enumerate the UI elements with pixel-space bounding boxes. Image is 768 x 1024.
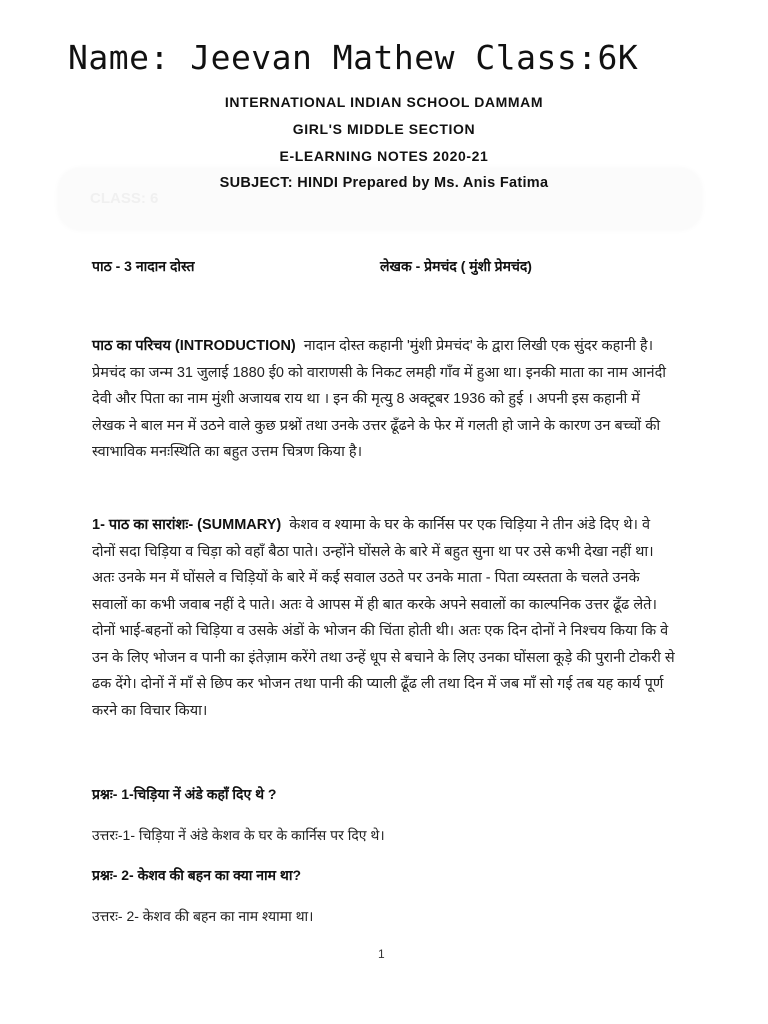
student-name-class: Name: Jeevan Mathew Class:6K: [68, 38, 639, 77]
summary-heading: 1- पाठ का सारांशः- (SUMMARY): [92, 517, 282, 533]
document-header: [0, 92, 768, 200]
lesson-author: लेखक - प्रेमचंद ( मुंशी प्रेमचंद): [380, 258, 532, 274]
page-number: 1: [378, 947, 385, 961]
school-name: INTERNATIONAL INDIAN SCHOOL DAMMAM: [224, 94, 544, 110]
summary-paragraph: [92, 512, 676, 724]
answer-2: उत्तरः- 2- केशव की बहन का नाम श्यामा था।: [92, 908, 314, 924]
notes-title: E-LEARNING NOTES 2020-21: [279, 148, 489, 164]
answer-1: उत्तरः-1- चिड़िया नें अंडे केशव के घर के कार्निस पर दिए थे।: [92, 827, 385, 843]
introduction-paragraph: [92, 333, 676, 466]
question-2: प्रश्नः- 2- केशव की बहन का क्या नाम था?: [92, 867, 302, 883]
subject-line: SUBJECT: HINDI Prepared by Ms. Anis Fatima: [219, 175, 549, 191]
section-name: GIRL'S MIDDLE SECTION: [292, 121, 476, 137]
question-1: प्रश्नः- 1-चिड़िया नें अंडे कहाँ दिए थे ?: [92, 786, 277, 802]
faded-class-label: CLASS: 6: [90, 190, 159, 207]
introduction-text: नादान दोस्त कहानी 'मुंशी प्रेमचंद' के द्वारा लिखी एक सुंदर कहानी है। प्रेमचंद का जन्म 31 जुलाई 1880 ई0 को वाराणसी के निकट लमही गाँव में हुआ था। इनकी माता का नाम आनंदी देवी और पिता का नाम मुंशी अजायब राय था । इन की मृत्यु 8 अक्टूबर 1936 को हुई । अपनी इस कहानी में लेखक ने बाल मन में उठने वाले कुछ प्रश्नों तथा उनके उत्तर ढूँढने के फेर में गलती हो जाने के कारण उन बच्चों की स्वाभाविक मनःस्थिति का बहुत उत्तम चित्रण किया है।: [92, 338, 667, 460]
summary-text: केशव व श्यामा के घर के कार्निस पर एक चिड़िया ने तीन अंडे दिए थे। वे दोनों सदा चिड़िया व चिड़ा को वहाँ बैठा पाते। उन्होंने घोंसले के बारे में बहुत सुना था पर उसे कभी देखा नहीं था। अतः उनके मन में घोंसले व चिड़ियों के बारे में कई सवाल उठते पर उनके माता - पिता व्यस्तता के चलते उनके सवालों का कभी जवाब नहीं दे पाते। अतः वे आपस में ही बात करके अपने सवालों का काल्पनिक उत्तर ढूँढ लेते। दोनों भाई-बहनों को चिड़िया व उसके अंडों के भोजन की चिंता होती थी। अतः एक दिन दोनों ने निश्चय किया कि वे उन के लिए भोजन व पानी का इंतेज़ाम करेंगे तथा उन्हें धूप से बचाने के लिए उनका घोंसला कूड़े की पुरानी टोकरी से ढक देंगे। दोनों नें माँ से छिप कर भोजन तथा पानी की प्याली ढूँढ ली तथा दिन में जब माँ सो गई तब यह कार्य पूर्ण करने का विचार किया।: [92, 517, 675, 719]
lesson-title: पाठ - 3 नादान दोस्त: [92, 258, 195, 274]
introduction-heading: पाठ का परिचय (INTRODUCTION): [92, 338, 296, 354]
